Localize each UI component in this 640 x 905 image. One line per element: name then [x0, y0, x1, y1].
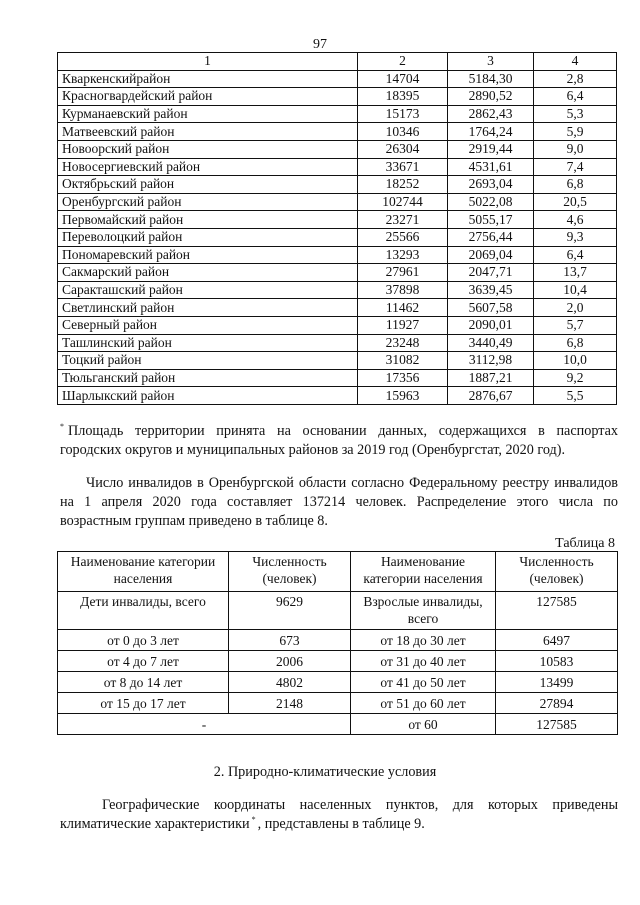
table-row: [58, 193, 617, 211]
value-cell: 10,4: [534, 281, 617, 299]
district-name-cell: Первомайский район: [58, 211, 358, 229]
column-header: Наименование категории населения: [58, 552, 229, 592]
value-cell: 4531,61: [448, 158, 534, 176]
count-cell: 6497: [496, 630, 618, 651]
table-header-row: [58, 552, 618, 592]
value-cell: 5184,30: [448, 70, 534, 88]
table-row: [58, 651, 618, 672]
value-cell: 5022,08: [448, 193, 534, 211]
column-header: Численность (человек): [229, 552, 351, 592]
table-row: [58, 352, 617, 370]
value-cell: 6,8: [534, 334, 617, 352]
table-row: [58, 281, 617, 299]
district-name-cell: Ташлинский район: [58, 334, 358, 352]
category-cell: от 4 до 7 лет: [58, 651, 229, 672]
page-number: 97: [313, 37, 327, 52]
value-cell: 14704: [358, 70, 448, 88]
value-cell: 2,0: [534, 299, 617, 317]
value-cell: 5607,58: [448, 299, 534, 317]
value-cell: 5,7: [534, 316, 617, 334]
count-cell: 127585: [496, 714, 618, 735]
district-name-cell: Шарлыкский район: [58, 387, 358, 405]
value-cell: 15963: [358, 387, 448, 405]
table-row: [58, 630, 618, 651]
value-cell: 20,5: [534, 193, 617, 211]
footnote-mark: *: [60, 422, 64, 432]
value-cell: 18395: [358, 88, 448, 106]
value-cell: 1764,24: [448, 123, 534, 141]
district-name-cell: Кваркенскийрайон: [58, 70, 358, 88]
table-row: [58, 70, 617, 88]
table-row: [58, 334, 617, 352]
paragraph-coordinates: [60, 796, 618, 834]
value-cell: 11462: [358, 299, 448, 317]
empty-merged-cell: -: [58, 714, 351, 735]
district-name-cell: Матвеевский район: [58, 123, 358, 141]
value-cell: 5,3: [534, 105, 617, 123]
table-row: [58, 176, 617, 194]
category-cell: от 41 до 50 лет: [351, 672, 496, 693]
count-cell: 673: [229, 630, 351, 651]
paragraph-disabled-count: Число инвалидов в Оренбургской области согласно Федеральному реестру инвалидов на 1 апреля 2020 года составляет 137214 человек. Распределение этого числа по возрастным группам приведено в таблице 8.: [60, 475, 618, 529]
column-header: Численность (человек): [496, 552, 618, 592]
value-cell: 3112,98: [448, 352, 534, 370]
table-row: [58, 88, 617, 106]
district-name-cell: Северный район: [58, 316, 358, 334]
table-row: [58, 228, 617, 246]
paragraph-coordinates-tail: , представлены в таблице 9.: [257, 816, 425, 832]
count-cell: 2006: [229, 651, 351, 672]
table-row: [58, 672, 618, 693]
table-row: [58, 211, 617, 229]
district-name-cell: Сакмарский район: [58, 264, 358, 282]
value-cell: 2862,43: [448, 105, 534, 123]
district-name-cell: Пономаревский район: [58, 246, 358, 264]
value-cell: 15173: [358, 105, 448, 123]
district-name-cell: Курманаевский район: [58, 105, 358, 123]
category-cell: Взрослые инвалиды, всего: [351, 592, 496, 630]
table-row: [58, 316, 617, 334]
district-name-cell: Оренбургский район: [58, 193, 358, 211]
district-name-cell: Светлинский район: [58, 299, 358, 317]
table-row: [58, 714, 618, 735]
value-cell: 26304: [358, 140, 448, 158]
category-cell: от 31 до 40 лет: [351, 651, 496, 672]
count-cell: 13499: [496, 672, 618, 693]
count-cell: 9629: [229, 592, 351, 630]
table-header-row: [58, 53, 617, 71]
value-cell: 23271: [358, 211, 448, 229]
footnote: [60, 422, 618, 460]
category-cell: от 60: [351, 714, 496, 735]
value-cell: 102744: [358, 193, 448, 211]
district-name-cell: Тюльганский район: [58, 369, 358, 387]
column-header: 4: [534, 53, 617, 71]
column-header: 3: [448, 53, 534, 71]
footnote-mark: *: [251, 815, 256, 825]
section-heading: 2. Природно-климатические условия: [213, 764, 437, 780]
value-cell: 2,8: [534, 70, 617, 88]
value-cell: 9,3: [534, 228, 617, 246]
footnote-text: Площадь территории принята на основании данных, содержащихся в паспортах городских округов и муниципальных районов за 2019 год (Оренбургстат, 2020 год).: [60, 423, 618, 458]
district-name-cell: Переволоцкий район: [58, 228, 358, 246]
value-cell: 9,0: [534, 140, 617, 158]
value-cell: 2876,67: [448, 387, 534, 405]
column-header: Наименование категории населения: [351, 552, 496, 592]
value-cell: 33671: [358, 158, 448, 176]
value-cell: 3440,49: [448, 334, 534, 352]
value-cell: 6,4: [534, 88, 617, 106]
value-cell: 27961: [358, 264, 448, 282]
value-cell: 2090,01: [448, 316, 534, 334]
value-cell: 2047,71: [448, 264, 534, 282]
district-name-cell: Новосергиевский район: [58, 158, 358, 176]
count-cell: 10583: [496, 651, 618, 672]
value-cell: 1887,21: [448, 369, 534, 387]
value-cell: 7,4: [534, 158, 617, 176]
value-cell: 6,4: [534, 246, 617, 264]
category-cell: Дети инвалиды, всего: [58, 592, 229, 630]
value-cell: 4,6: [534, 211, 617, 229]
district-name-cell: Саракташский район: [58, 281, 358, 299]
value-cell: 5,9: [534, 123, 617, 141]
table-row: [58, 105, 617, 123]
districts-table: [57, 52, 617, 405]
district-name-cell: Тоцкий район: [58, 352, 358, 370]
table-row: [58, 299, 617, 317]
value-cell: 6,8: [534, 176, 617, 194]
value-cell: 9,2: [534, 369, 617, 387]
table-row: [58, 246, 617, 264]
table-row: [58, 387, 617, 405]
district-name-cell: Красногвардейский район: [58, 88, 358, 106]
value-cell: 5,5: [534, 387, 617, 405]
value-cell: 2756,44: [448, 228, 534, 246]
district-name-cell: Октябрьский район: [58, 176, 358, 194]
category-cell: от 15 до 17 лет: [58, 693, 229, 714]
category-cell: от 0 до 3 лет: [58, 630, 229, 651]
table-row: [58, 264, 617, 282]
value-cell: 10,0: [534, 352, 617, 370]
value-cell: 31082: [358, 352, 448, 370]
value-cell: 10346: [358, 123, 448, 141]
table-row: [58, 592, 618, 630]
value-cell: 5055,17: [448, 211, 534, 229]
district-name-cell: Новоорский район: [58, 140, 358, 158]
value-cell: 18252: [358, 176, 448, 194]
count-cell: 27894: [496, 693, 618, 714]
value-cell: 2890,52: [448, 88, 534, 106]
value-cell: 2919,44: [448, 140, 534, 158]
count-cell: 2148: [229, 693, 351, 714]
table-row: [58, 123, 617, 141]
value-cell: 37898: [358, 281, 448, 299]
value-cell: 13,7: [534, 264, 617, 282]
column-header: 1: [58, 53, 358, 71]
table-row: [58, 158, 617, 176]
value-cell: 17356: [358, 369, 448, 387]
column-header: 2: [358, 53, 448, 71]
count-cell: 4802: [229, 672, 351, 693]
category-cell: от 8 до 14 лет: [58, 672, 229, 693]
value-cell: 3639,45: [448, 281, 534, 299]
category-cell: от 51 до 60 лет: [351, 693, 496, 714]
category-cell: от 18 до 30 лет: [351, 630, 496, 651]
value-cell: 23248: [358, 334, 448, 352]
value-cell: 13293: [358, 246, 448, 264]
disabled-persons-table: [57, 551, 618, 735]
value-cell: 2069,04: [448, 246, 534, 264]
table-row: [58, 140, 617, 158]
table-row: [58, 693, 618, 714]
table-row: [58, 369, 617, 387]
table-caption: Таблица 8: [555, 536, 615, 551]
paragraph-coordinates-text: Географические координаты населенных пунктов, для которых приведены климатические характеристики: [60, 797, 618, 832]
count-cell: 127585: [496, 592, 618, 630]
value-cell: 2693,04: [448, 176, 534, 194]
value-cell: 25566: [358, 228, 448, 246]
value-cell: 11927: [358, 316, 448, 334]
